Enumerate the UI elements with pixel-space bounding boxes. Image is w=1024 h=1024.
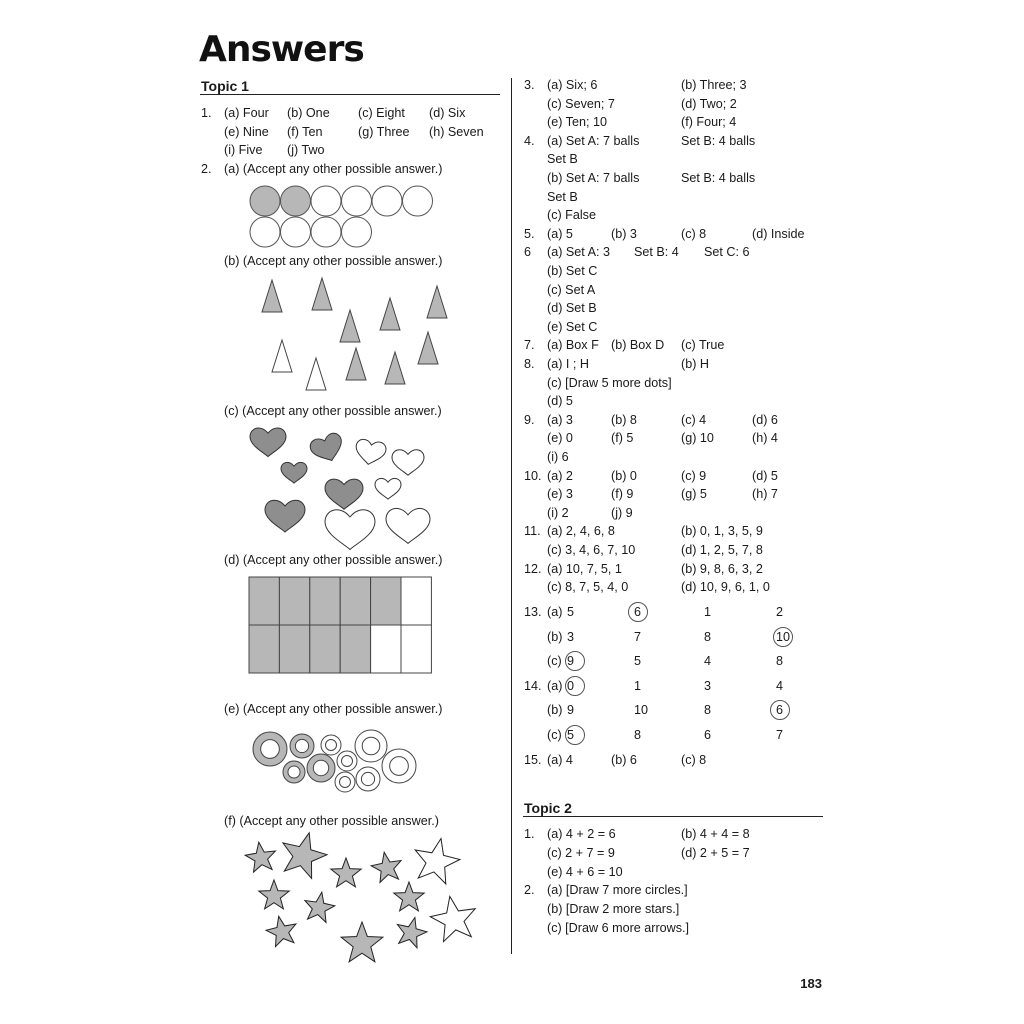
choice-value: 7 — [776, 728, 784, 742]
topic2-cell: (d) 2 + 5 = 7 — [681, 845, 750, 860]
topic2-cell: (a) 4 + 2 = 6 — [547, 827, 616, 841]
choice-value: 5 — [634, 654, 642, 669]
ring-inner — [313, 760, 328, 775]
choice-value: 0 — [567, 678, 575, 693]
choice-value: 3 — [704, 678, 712, 693]
triangle-shape — [346, 348, 366, 380]
ring-inner — [390, 757, 409, 776]
answer-cell: Set B: 4 — [634, 245, 679, 260]
grid-cell — [249, 577, 279, 625]
q1-answer: (j) Two — [287, 143, 325, 157]
answer-cell: (a) I ; H — [547, 357, 589, 371]
ring-inner — [326, 740, 337, 751]
heart-icon — [250, 428, 286, 457]
answer-cell: (a) 2, 4, 6, 8 — [547, 524, 615, 539]
grid-cell — [371, 577, 401, 625]
answer-cell: (e) 0 — [547, 431, 573, 446]
page-number: 183 — [800, 976, 822, 991]
circle-shape — [281, 186, 311, 216]
part-label: (a) — [547, 678, 563, 693]
answer-cell: (b) Set A: 7 balls — [547, 171, 640, 185]
answer-cell: (c) Set A — [547, 282, 596, 297]
circle-shape — [281, 217, 311, 247]
choice-value: 4 — [776, 678, 784, 693]
topic1-heading: Topic 1 — [201, 78, 249, 94]
answer-cell: (d) 6 — [752, 412, 778, 427]
triangle-shape — [427, 286, 447, 318]
grid-cell — [371, 625, 401, 673]
star-icon — [341, 922, 383, 962]
q1-answer: (g) Three — [358, 124, 410, 139]
topic2-cell: (b) [Draw 2 more stars.] — [547, 902, 680, 917]
heart-icon — [325, 479, 363, 509]
answer-cell: (a) Box F — [547, 338, 599, 353]
triangle-shape — [262, 280, 282, 312]
answer-cell: 3. — [524, 78, 535, 92]
answer-cell: (b) Box D — [611, 338, 665, 353]
q2f-label: (f) (Accept any other possible answer.) — [224, 814, 439, 828]
circle-mark — [565, 676, 585, 696]
q15-cell: (b) 6 — [611, 753, 637, 767]
circle-shape — [403, 186, 433, 216]
q1-answer: (e) Nine — [224, 124, 269, 139]
part-label: (c) — [547, 654, 562, 669]
choice-value: 4 — [704, 654, 712, 669]
page-title: Answers — [199, 29, 364, 70]
q2d-label: (d) (Accept any other possible answer.) — [224, 553, 443, 567]
ring-inner — [342, 756, 353, 767]
answer-cell: (a) 3 — [547, 412, 573, 427]
grid-cell — [279, 625, 309, 673]
star-icon — [266, 916, 296, 946]
part-label: (c) — [547, 728, 562, 742]
hearts-figure — [248, 426, 438, 552]
choice-value: 6 — [634, 605, 642, 619]
choice-value: 10 — [634, 703, 649, 718]
q2e-label: (e) (Accept any other possible answer.) — [224, 702, 443, 716]
answer-cell: 9. — [524, 412, 535, 427]
answer-cell: (c) 8 — [681, 226, 707, 241]
answer-cell: 11. — [524, 524, 541, 539]
stars-figure — [240, 832, 480, 972]
answer-cell: (d) 10, 9, 6, 1, 0 — [681, 580, 770, 595]
answer-cell: (b) 0, 1, 3, 5, 9 — [681, 524, 763, 539]
answer-cell: (d) 5 — [547, 394, 573, 409]
part-label: (b) — [547, 629, 563, 644]
ring-inner — [288, 766, 300, 778]
q2c-label: (c) (Accept any other possible answer.) — [224, 404, 442, 418]
answer-cell: 4. — [524, 133, 535, 148]
star-icon — [415, 839, 460, 884]
answer-cell: Set B: 4 balls — [681, 133, 756, 148]
answer-cell: (c) True — [681, 338, 725, 353]
answer-cell: (e) 3 — [547, 487, 573, 502]
answer-cell: (h) 7 — [752, 487, 778, 502]
answer-cell: (c) 4 — [681, 412, 707, 427]
ring-inner — [340, 777, 351, 788]
circle-shape — [250, 217, 280, 247]
q15-cell: (a) 4 — [547, 753, 573, 767]
answer-cell: (f) 5 — [611, 431, 634, 446]
part-label: (a) — [547, 605, 563, 619]
q2a-label: (a) (Accept any other possible answer.) — [224, 162, 443, 176]
choice-value: 5 — [567, 728, 575, 742]
topic2-heading: Topic 2 — [524, 800, 572, 816]
answer-cell: (h) 4 — [752, 431, 778, 446]
circle-mark — [628, 602, 648, 622]
q1-answer: (d) Six — [429, 106, 466, 120]
answer-cell: 5. — [524, 226, 535, 241]
triangle-shape — [312, 278, 332, 310]
circle-shape — [372, 186, 402, 216]
choice-value: 6 — [704, 728, 712, 742]
answer-cell: (b) Three; 3 — [681, 78, 747, 92]
answer-cell: (g) 5 — [681, 487, 707, 502]
topic2-rule — [523, 816, 823, 817]
ring-inner — [261, 740, 280, 759]
topic2-cell: 2. — [524, 883, 535, 898]
grid-cell — [340, 577, 370, 625]
star-icon — [283, 833, 327, 879]
choice-value: 8 — [634, 728, 642, 742]
choice-value: 1 — [704, 605, 712, 619]
heart-icon — [386, 508, 430, 543]
answer-cell: (a) 10, 7, 5, 1 — [547, 561, 622, 576]
rings-figure — [248, 726, 422, 796]
circles-figure — [248, 184, 438, 250]
circle-mark — [565, 651, 585, 671]
grid-cell — [401, 625, 431, 673]
answer-cell: Set B — [547, 152, 578, 167]
answer-cell: (c) False — [547, 208, 596, 223]
answer-cell: (d) Inside — [752, 226, 805, 241]
heart-icon — [308, 431, 347, 466]
q1-answer: (f) Ten — [287, 124, 323, 139]
star-icon — [331, 858, 361, 887]
answer-cell: (b) 8 — [611, 412, 637, 427]
circle-mark — [770, 700, 790, 720]
heart-icon — [392, 450, 424, 475]
heart-icon — [325, 510, 375, 550]
answer-cell: (a) Set A: 3 — [547, 245, 610, 260]
q1-answer: (h) Seven — [429, 124, 484, 139]
answer-cell: (c) 9 — [681, 468, 707, 483]
grid-cell — [249, 625, 279, 673]
answer-cell: (d) Two; 2 — [681, 96, 737, 111]
q2b-label: (b) (Accept any other possible answer.) — [224, 254, 443, 268]
star-icon — [430, 896, 475, 941]
grid-figure — [249, 577, 433, 677]
heart-icon — [375, 478, 401, 499]
choice-value: 10 — [776, 629, 791, 644]
answer-cell: (d) 1, 2, 5, 7, 8 — [681, 543, 763, 557]
answer-cell: (f) 9 — [611, 487, 634, 502]
answer-cell: (a) 2 — [547, 468, 573, 483]
q15-cell: 15. — [524, 753, 542, 767]
part-label: (b) — [547, 703, 563, 718]
topic2-cell: (c) [Draw 6 more arrows.] — [547, 921, 690, 935]
star-icon — [371, 852, 401, 882]
heart-icon — [281, 462, 307, 483]
heart-icon — [265, 500, 305, 532]
answer-cell: (b) 0 — [611, 468, 637, 483]
choice-value: 8 — [704, 629, 712, 644]
q15-cell: (c) 8 — [681, 753, 707, 767]
answer-cell: 8. — [524, 357, 535, 371]
choice-value: 9 — [567, 654, 575, 669]
heart-icon — [353, 438, 387, 467]
question-number: 13. — [524, 605, 542, 619]
answer-cell: Set C: 6 — [704, 245, 750, 260]
topic1-rule — [200, 94, 500, 95]
topic2-cell: (b) 4 + 4 = 8 — [681, 827, 750, 841]
circle-shape — [250, 186, 280, 216]
choice-value: 9 — [567, 703, 575, 718]
grid-cell — [401, 577, 431, 625]
answer-cell: Set B — [547, 189, 578, 204]
star-icon — [397, 918, 427, 948]
triangle-shape — [306, 358, 326, 390]
answer-cell: (c) Seven; 7 — [547, 96, 615, 111]
topic2-cell: (c) 2 + 7 = 9 — [547, 845, 615, 860]
answer-cell: (d) 5 — [752, 468, 778, 483]
triangle-shape — [272, 340, 292, 372]
choice-value: 2 — [776, 605, 784, 619]
star-icon — [245, 842, 275, 872]
answer-cell: (c) 3, 4, 6, 7, 10 — [547, 543, 636, 557]
q1-number: 1. — [201, 106, 212, 120]
choice-value: 8 — [776, 654, 784, 669]
triangle-shape — [380, 298, 400, 330]
grid-cell — [340, 625, 370, 673]
answer-cell: (c) [Draw 5 more dots] — [547, 375, 672, 390]
star-icon — [305, 892, 335, 922]
answer-cell: 6 — [524, 245, 532, 260]
choice-value: 8 — [704, 703, 712, 718]
answer-cell: (j) 9 — [611, 505, 633, 520]
answer-cell: (b) Set C — [547, 264, 598, 278]
answer-cell: (c) 8, 7, 5, 4, 0 — [547, 580, 629, 595]
answer-cell: (d) Set B — [547, 301, 597, 316]
circle-mark — [773, 627, 793, 647]
answer-cell: (f) Four; 4 — [681, 115, 737, 130]
answer-cell: (b) 9, 8, 6, 3, 2 — [681, 561, 763, 576]
answer-cell: 12. — [524, 561, 542, 576]
q1-answer: (i) Five — [224, 143, 263, 157]
triangle-shape — [418, 332, 438, 364]
answer-cell: (e) Ten; 10 — [547, 115, 607, 130]
circle-shape — [342, 186, 372, 216]
grid-cell — [310, 577, 340, 625]
choice-value: 7 — [634, 629, 642, 644]
answer-cell: 10. — [524, 468, 542, 483]
choice-value: 3 — [567, 629, 575, 644]
q1-answer: (b) One — [287, 106, 330, 120]
circle-shape — [342, 217, 372, 247]
answer-cell: (g) 10 — [681, 431, 714, 446]
answer-cell: (a) 5 — [547, 226, 573, 241]
topic2-cell: (a) [Draw 7 more circles.] — [547, 883, 688, 898]
answer-cell: (a) Set A: 7 balls — [547, 133, 640, 148]
triangle-shape — [385, 352, 405, 384]
answer-cell: Set B: 4 balls — [681, 171, 756, 185]
grid-cell — [279, 577, 309, 625]
answer-cell: (i) 2 — [547, 505, 569, 520]
choice-value: 1 — [634, 678, 642, 693]
question-number: 14. — [524, 678, 542, 693]
topic2-cell: 1. — [524, 827, 535, 841]
answer-cell: (e) Set C — [547, 319, 598, 334]
circle-shape — [311, 186, 341, 216]
circle-shape — [311, 217, 341, 247]
choice-value: 5 — [567, 605, 575, 619]
answer-cell: 7. — [524, 338, 535, 353]
q2-number: 2. — [201, 162, 212, 176]
ring-inner — [362, 737, 380, 755]
triangles-figure — [248, 276, 448, 394]
ring-inner — [295, 739, 308, 752]
topic2-cell: (e) 4 + 6 = 10 — [547, 864, 623, 879]
choice-value: 6 — [776, 703, 784, 718]
circle-mark — [565, 725, 585, 745]
column-divider — [511, 78, 512, 954]
answer-cell: (a) Six; 6 — [547, 78, 598, 92]
star-icon — [259, 880, 289, 909]
triangle-shape — [340, 310, 360, 342]
q1-answer: (c) Eight — [358, 106, 405, 120]
grid-cell — [310, 625, 340, 673]
ring-inner — [361, 772, 374, 785]
star-icon — [394, 882, 424, 911]
answer-cell: (b) H — [681, 357, 709, 371]
q1-answer: (a) Four — [224, 106, 269, 120]
answer-cell: (b) 3 — [611, 226, 637, 241]
answer-cell: (i) 6 — [547, 450, 569, 464]
